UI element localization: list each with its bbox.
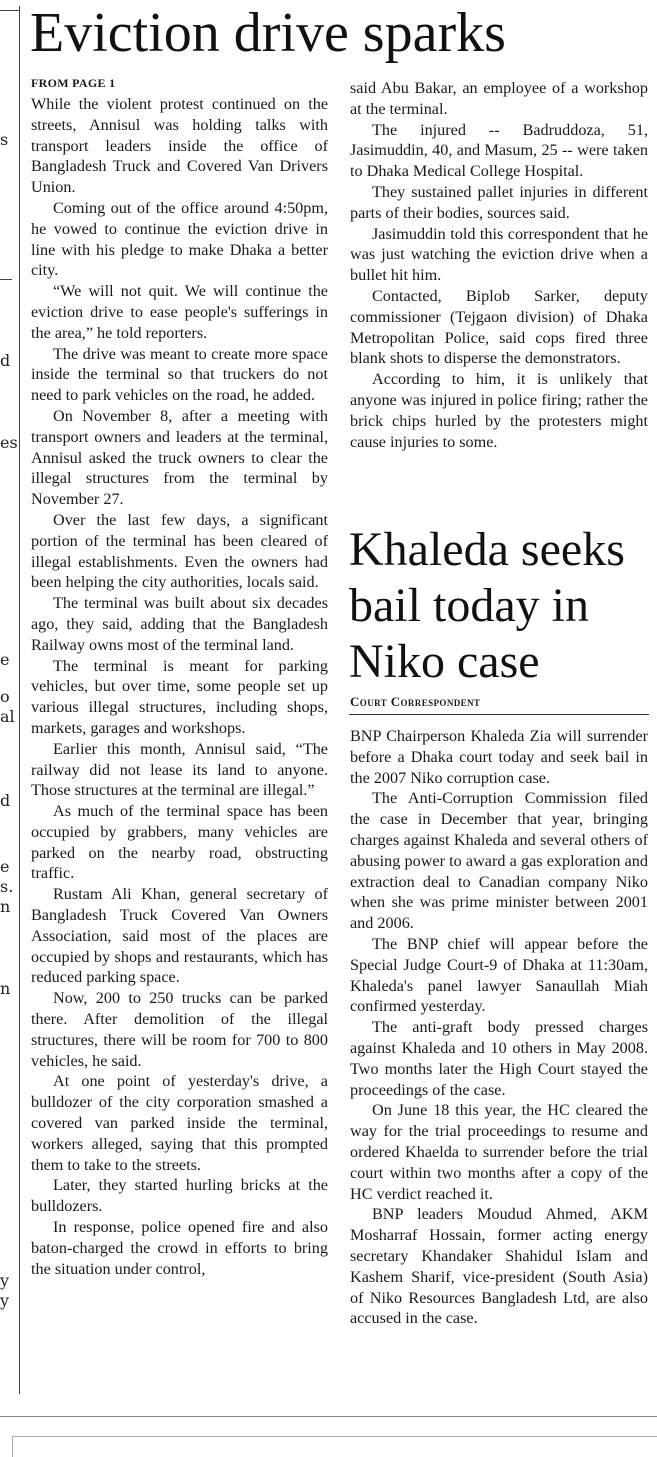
khaleda-headline: Khaleda seeks bail today in Niko case	[349, 523, 625, 688]
bottom-box	[12, 1436, 657, 1457]
bottom-rule	[0, 1416, 657, 1417]
from-page-label: FROM PAGE 1	[31, 76, 116, 90]
eviction-column-2	[350, 78, 648, 452]
paragraph: In response, police opened fire and also baton-charged the crowd in efforts to bring the situation under control,	[31, 1218, 328, 1278]
paragraph: As much of the terminal space has been occupied by grabbers, many vehicles are parked on the nearby road, obstructing traffic.	[31, 802, 328, 883]
paragraph: Contacted, Biplob Sarker, deputy commissioner (Tejgaon division) of Dhaka Metropolitan Police, said cops fired three blank shots to disperse the demonstrators.	[350, 286, 648, 368]
left-fragment: y	[0, 1271, 10, 1290]
paragraph: The terminal is meant for parking vehicles, but over time, some people set up various illegal structures, including shops, markets, garages and workshops.	[31, 656, 328, 737]
eviction-column-1	[31, 94, 328, 1279]
left-fragment: al	[0, 707, 15, 726]
left-top-rule	[0, 10, 19, 11]
paragraph: Over the last few days, a significant portion of the terminal has been cleared of illegal establishments. Even the owners had been helping the city authorities, locals said.	[31, 510, 328, 592]
paragraph: On June 18 this year, the HC cleared the way for the trial proceedings to resume and ordered Khaelda to surrender before the trial court within two months after a copy of the HC verdict reached it.	[350, 1101, 648, 1203]
left-fragment: y	[0, 1291, 10, 1310]
paragraph: At one point of yesterday's drive, a bulldozer of the city corporation smashed a covered van parked inside the terminal, workers alleged, saying that this prompted them to take to the streets.	[31, 1072, 328, 1174]
paragraph: “We will not quit. We will continue the eviction drive to ease people's sufferings in the area,” he told reporters.	[31, 282, 328, 342]
paragraph: Later, they started hurling bricks at the bulldozers.	[31, 1176, 328, 1216]
left-mid-rule	[0, 279, 12, 280]
left-fragment: d	[0, 791, 11, 810]
left-fragment: d	[0, 351, 11, 370]
left-fragment: e	[0, 650, 10, 669]
left-fragment: es	[0, 433, 18, 452]
paragraph: On November 8, after a meeting with transport owners and leaders at the terminal, Annisul asked the truck owners to clear the illegal structures from the terminal by November 27.	[31, 406, 328, 509]
paragraph: The terminal was built about six decades ago, they said, adding that the Bangladesh Railway owns most of the terminal land.	[31, 594, 328, 654]
left-fragment: s	[0, 130, 9, 149]
left-fragment: s.	[0, 877, 14, 896]
column-divider-left	[19, 6, 20, 1394]
paragraph: Coming out of the office around 4:50pm, he vowed to continue the eviction drive in line with his pledge to make Dhaka a better city.	[31, 198, 328, 280]
paragraph: Jasimuddin told this correspondent that he was just watching the eviction drive when a bullet hit him.	[350, 224, 648, 285]
paragraph: Rustam Ali Khan, general secretary of Bangladesh Truck Covered Van Owners Association, said most of the places are occupied by shops and restaurants, which has reduced parking space.	[31, 885, 328, 987]
eviction-headline: Eviction drive sparks	[30, 2, 506, 64]
paragraph: The anti-graft body pressed charges against Khaleda and 10 others in May 2008. Two months later the High Court stayed the proceedings of the case.	[350, 1018, 648, 1099]
khaleda-column	[350, 726, 648, 1329]
paragraph: They sustained pallet injuries in different parts of their bodies, sources said.	[350, 182, 648, 222]
paragraph: The Anti-Corruption Commission filed the case in December that year, bringing charges against Khaleda and several others of abusing power to award a gas exploration and extraction deal to Canadian company Niko when she was prime minister between 2001 and 2006.	[350, 789, 648, 933]
paragraph: The BNP chief will appear before the Special Judge Court-9 of Dhaka at 11:30am, Khaleda's panel lawyer Sanaullah Miah confirmed yesterday.	[350, 934, 648, 1016]
left-fragment: o	[0, 687, 10, 706]
paragraph: The injured -- Badruddoza, 51, Jasimuddin, 40, and Masum, 25 -- were taken to Dhaka Medical College Hospital.	[350, 120, 648, 181]
paragraph: said Abu Bakar, an employee of a workshop at the terminal.	[350, 79, 648, 118]
paragraph: According to him, it is unlikely that anyone was injured in police firing; rather the brick chips hurled by the protesters might cause injuries to some.	[350, 370, 648, 451]
paragraph: While the violent protest continued on the streets, Annisul was holding talks with transport leaders inside the office of Bangladesh Truck and Covered Van Drivers Union.	[31, 95, 328, 197]
paragraph: The drive was meant to create more space inside the terminal so that truckers do not need to park vehicles on the road, he added.	[31, 344, 328, 405]
paragraph: Now, 200 to 250 trucks can be parked there. After demolition of the illegal structures, there will be room for 700 to 800 vehicles, he said.	[31, 989, 328, 1070]
paragraph: BNP leaders Moudud Ahmed, AKM Mosharraf Hossain, former acting energy secretary Khandaker Shahidul Islam and Kashem Sharif, vice-president (South Asia) of Niko Resources Bangladesh Ltd, are also accused in the case.	[350, 1205, 648, 1328]
byline: Court Correspondent	[350, 694, 481, 709]
paragraph: Earlier this month, Annisul said, “The railway did not lease its land to anyone. Those structures at the terminal are illegal.”	[31, 739, 328, 800]
left-fragment: n	[0, 979, 11, 998]
left-fragment: e	[0, 857, 10, 876]
byline-rule	[349, 714, 649, 715]
paragraph: BNP Chairperson Khaleda Zia will surrender before a Dhaka court today and seek bail in the 2007 Niko corruption case.	[350, 727, 648, 787]
left-fragment: n	[0, 897, 11, 916]
